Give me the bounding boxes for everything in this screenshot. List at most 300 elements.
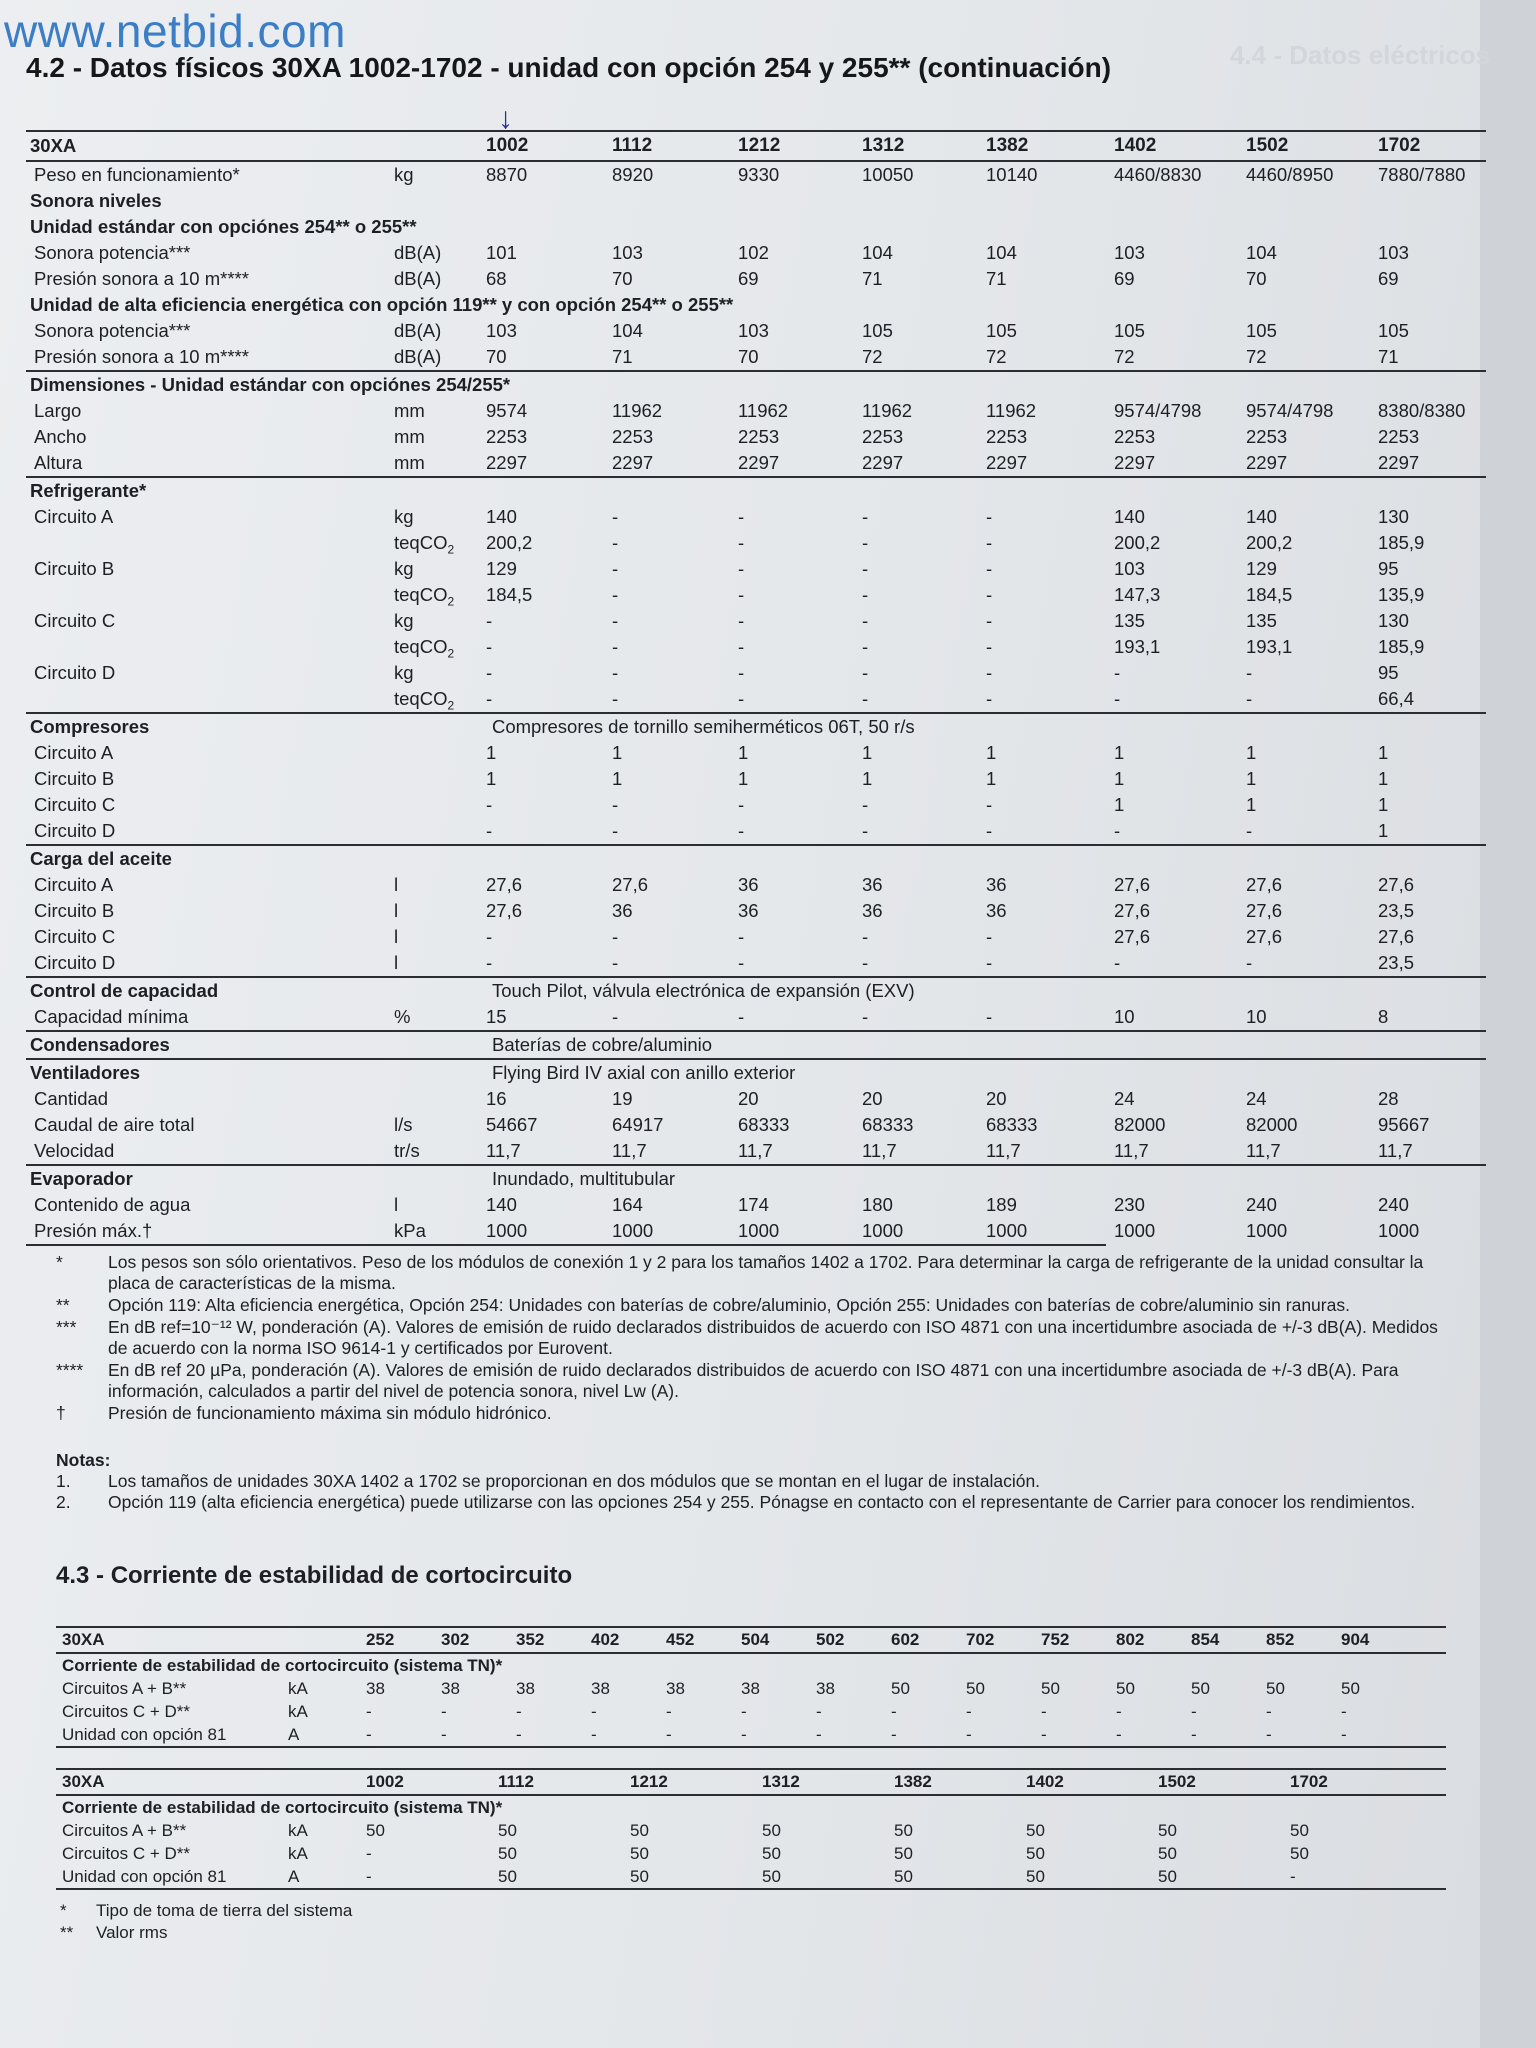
sc-row <box>56 1819 1446 1842</box>
table-cell: 11,7 <box>486 1140 521 1161</box>
table-cell: - <box>986 820 993 841</box>
sc-cell: 50 <box>498 1821 517 1840</box>
table-row <box>26 1218 1486 1244</box>
table-cell: 1000 <box>1246 1220 1288 1241</box>
sc-row-unit: kA <box>288 1844 308 1863</box>
table-cell: - <box>986 926 993 947</box>
unit-text: teqCO <box>394 584 448 605</box>
table-cell: 36 <box>738 874 759 895</box>
table-cell: 1 <box>1114 768 1125 789</box>
table-cell: 104 <box>1246 242 1277 263</box>
table-cell: 103 <box>486 320 517 341</box>
table-cell: 147,3 <box>1114 584 1161 605</box>
table-cell: - <box>986 688 993 709</box>
row-label: Circuito B <box>34 558 115 579</box>
table-cell: 8 <box>1378 1006 1389 1027</box>
table-cell: 11962 <box>612 400 663 421</box>
table-cell: 1 <box>1378 820 1389 841</box>
table-row <box>26 398 1486 424</box>
table-cell: 129 <box>486 558 517 579</box>
table-cell: 24 <box>1114 1088 1135 1109</box>
table-cell: 2297 <box>862 452 904 473</box>
table-cell: - <box>738 532 745 553</box>
sc-row-label: Circuitos C + D** <box>62 1702 191 1721</box>
sc-subtitle-row <box>56 1654 1446 1677</box>
table-row <box>26 344 1486 370</box>
table-cell: - <box>986 584 993 605</box>
table-cell: 1 <box>1246 794 1257 815</box>
table-cell: - <box>986 1006 993 1027</box>
table-row <box>26 162 1486 188</box>
table-cell: 9574/4798 <box>1246 400 1334 421</box>
sc-model-header: 752 <box>1041 1630 1070 1649</box>
sc-model-header: 1212 <box>630 1772 668 1791</box>
table-cell: 11,7 <box>738 1140 773 1161</box>
table-row <box>26 530 1486 556</box>
sc-cell: - <box>966 1702 972 1721</box>
table-cell: - <box>738 926 745 947</box>
row-label: Circuito A <box>34 874 114 895</box>
sc-cell: - <box>1191 1702 1197 1721</box>
table-row <box>26 424 1486 450</box>
table-row <box>26 792 1486 818</box>
model-header: 1212 <box>738 135 781 156</box>
sc-cell: 50 <box>1158 1844 1177 1863</box>
sc-row-label: Circuitos C + D** <box>62 1844 191 1863</box>
legend-mark: * <box>60 1901 67 1920</box>
sc-model-header: 1702 <box>1290 1772 1328 1791</box>
sc-row <box>56 1677 1446 1700</box>
row-label: Circuito A <box>34 742 114 763</box>
sc-cell: - <box>516 1725 522 1744</box>
table-cell: - <box>862 1006 869 1027</box>
footnote-text: En dB ref 20 µPa, ponderación (A). Valores de emisión de ruido declarados distribuidos de acuerdo con ISO 4871 con una incertidumbre asociada de +/-3 dB(A). Para información, calculados a partir del nivel de potencia sonora, nivel Lw (A). <box>108 1360 1399 1401</box>
table-bottom-rule <box>26 1244 1106 1246</box>
row-unit: dB(A) <box>394 320 442 341</box>
table-cell: 2253 <box>862 426 904 447</box>
footnote-text: En dB ref=10⁻¹² W, ponderación (A). Valores de emisión de ruido declarados distribuidos de acuerdo con ISO 4871 con una incertidumbre asociada de +/-3 dB(A). Medidos de acuerdo con la norma ISO 9614-1 y certificados por Eurovent. <box>108 1317 1438 1358</box>
table-cell: 64917 <box>612 1114 664 1135</box>
table-cell: - <box>1246 820 1253 841</box>
table-cell: 8870 <box>486 164 528 185</box>
table-cell: 193,1 <box>1114 636 1161 657</box>
sc-cell: - <box>441 1702 447 1721</box>
table-row <box>26 504 1486 530</box>
table-cell: 10140 <box>986 164 1038 185</box>
row-label: Presión sonora a 10 m**** <box>34 346 249 367</box>
row-label: Evaporador <box>30 1168 133 1189</box>
row-unit: kg <box>394 662 414 683</box>
sc-cell: - <box>1191 1725 1197 1744</box>
sc-model-header: 1112 <box>498 1772 534 1791</box>
sc-cell: 50 <box>762 1844 781 1863</box>
sc-cell: - <box>816 1725 822 1744</box>
table-cell: - <box>862 952 869 973</box>
table-cell: 10050 <box>862 164 914 185</box>
table-cell: 27,6 <box>1378 874 1415 895</box>
table-cell: 11,7 <box>986 1140 1021 1161</box>
table-cell: - <box>986 662 993 683</box>
table-cell: 69 <box>1378 268 1399 289</box>
unit-subscript: 2 <box>447 594 455 609</box>
row-unit: dB(A) <box>394 242 442 263</box>
table-cell: 27,6 <box>1114 926 1151 947</box>
table-cell: 7880/7880 <box>1378 164 1466 185</box>
table-cell: - <box>862 794 869 815</box>
table-cell: 71 <box>612 346 633 367</box>
table-cell: 103 <box>1378 242 1409 263</box>
row-unit: l <box>394 900 399 921</box>
row-unit: l/s <box>394 1114 413 1135</box>
sc-cell: 50 <box>1158 1867 1177 1886</box>
sc-cell: - <box>1266 1702 1272 1721</box>
note-text: Los tamaños de unidades 30XA 1402 a 1702 se proporcionan en dos módulos que se montan en el lugar de instalación. <box>108 1471 1041 1491</box>
down-arrow-icon: ↓ <box>498 102 513 135</box>
note-item <box>56 1471 1456 1492</box>
table-cell: 11,7 <box>612 1140 647 1161</box>
table-cell: 68333 <box>738 1114 790 1135</box>
table-cell: 174 <box>738 1194 769 1215</box>
table-cell: 200,2 <box>1114 532 1161 553</box>
table-cell: 104 <box>986 242 1017 263</box>
table-row <box>26 1086 1486 1112</box>
sc-cell: - <box>891 1725 897 1744</box>
table-cell: 72 <box>1246 346 1267 367</box>
table-cell: 1 <box>1378 742 1389 763</box>
table-cell: - <box>738 584 745 605</box>
table-cell: 11,7 <box>862 1140 897 1161</box>
sc-cell: 50 <box>630 1821 649 1840</box>
table-cell: 140 <box>486 1194 517 1215</box>
legend-item <box>56 1900 352 1922</box>
row-label: Contenido de agua <box>34 1194 191 1215</box>
sc-cell: - <box>966 1725 972 1744</box>
sc-subtitle: Corriente de estabilidad de cortocircuito (sistema TN)* <box>62 1798 503 1817</box>
table-cell: - <box>986 506 993 527</box>
table-cell: 70 <box>486 346 507 367</box>
table-cell: - <box>612 636 619 657</box>
sc-row-unit: kA <box>288 1821 308 1840</box>
table-row <box>26 266 1486 292</box>
notes <box>56 1450 1456 1513</box>
table-cell: 1 <box>738 742 749 763</box>
row-label: Sonora potencia*** <box>34 242 191 263</box>
note-text: Opción 119 (alta eficiencia energética) puede utilizarse con las opciones 254 y 255. Pónagse en contacto con el representante de Carrier para conocer los rendimientos. <box>108 1492 1416 1512</box>
table-cell: 23,5 <box>1378 900 1415 921</box>
sc-row-unit: A <box>288 1867 300 1886</box>
row-label: Refrigerante* <box>30 480 147 501</box>
table-cell: - <box>1114 688 1121 709</box>
footnote-item <box>56 1295 1456 1316</box>
row-label: Sonora niveles <box>30 190 162 211</box>
sc-row-unit: kA <box>288 1679 308 1698</box>
table-cell: 11962 <box>986 400 1037 421</box>
table-cell: 2297 <box>486 452 528 473</box>
table-cell: 1000 <box>738 1220 780 1241</box>
table-row <box>26 740 1486 766</box>
note-item <box>56 1492 1456 1513</box>
table-cell: 103 <box>1114 242 1145 263</box>
table-cell: 105 <box>862 320 893 341</box>
notes-title: Notas: <box>56 1450 111 1470</box>
row-label: Circuito B <box>34 768 115 789</box>
sc-row-unit: kA <box>288 1702 308 1721</box>
table-cell: 105 <box>986 320 1017 341</box>
ghost-title: 4.4 - Datos eléctricos <box>1230 40 1491 70</box>
short-circuit-table-1 <box>56 1626 1446 1748</box>
sc-model-header: 252 <box>366 1630 395 1649</box>
sc-model-header: 352 <box>516 1630 545 1649</box>
row-label: Cantidad <box>34 1088 109 1109</box>
table-cell: 70 <box>612 268 633 289</box>
table-row <box>26 188 1486 214</box>
table-cell: 193,1 <box>1246 636 1293 657</box>
table-cell: 184,5 <box>1246 584 1293 605</box>
table-cell: 1 <box>738 768 749 789</box>
table-cell: 2253 <box>986 426 1028 447</box>
row-label: Circuito C <box>34 794 116 815</box>
model-header: 1002 <box>486 135 529 156</box>
sc-model-header: 402 <box>591 1630 620 1649</box>
table-cell: 36 <box>612 900 633 921</box>
sc-row <box>56 1723 1446 1748</box>
unit-text: teqCO <box>394 532 448 553</box>
table-cell: 1 <box>986 742 997 763</box>
table-cell: - <box>612 584 619 605</box>
row-unit: l <box>394 1194 399 1215</box>
unit-subscript: 2 <box>447 646 455 661</box>
sc-cell: 38 <box>591 1679 610 1698</box>
table-cell: - <box>862 532 869 553</box>
sc-cell: - <box>666 1725 672 1744</box>
sc-cell: - <box>366 1867 372 1886</box>
table-cell: - <box>862 610 869 631</box>
table-cell: 20 <box>986 1088 1007 1109</box>
table-cell: 82000 <box>1246 1114 1298 1135</box>
table-cell: 1 <box>1246 742 1257 763</box>
table-cell: 10 <box>1246 1006 1267 1027</box>
table-cell: 103 <box>738 320 769 341</box>
table-cell: - <box>612 688 619 709</box>
sc-model-header: 702 <box>966 1630 995 1649</box>
table-cell: 2297 <box>1378 452 1420 473</box>
table-cell: 27,6 <box>1114 900 1151 921</box>
row-unit: dB(A) <box>394 346 442 367</box>
table-cell: - <box>612 926 619 947</box>
model-header: 1112 <box>612 135 653 156</box>
sc-model-header: 452 <box>666 1630 695 1649</box>
table-row <box>26 712 1486 740</box>
footnotes <box>56 1252 1456 1425</box>
table-row <box>26 1004 1486 1030</box>
unit-subscript: 2 <box>447 542 455 557</box>
sc-row-unit: A <box>288 1725 300 1744</box>
table-cell: 230 <box>1114 1194 1145 1215</box>
table-cell: 1 <box>612 742 623 763</box>
table-cell: 68333 <box>862 1114 914 1135</box>
legend <box>56 1900 352 1944</box>
table-cell: - <box>486 820 493 841</box>
row-label: Carga del aceite <box>30 848 172 869</box>
row-description: Inundado, multitubular <box>492 1168 676 1189</box>
table-cell: 24 <box>1246 1088 1267 1109</box>
sc-row-label: Unidad con opción 81 <box>62 1867 227 1886</box>
model-header: 1702 <box>1378 135 1421 156</box>
table-cell: - <box>612 610 619 631</box>
table-cell: 2253 <box>738 426 780 447</box>
table-cell: - <box>986 952 993 973</box>
table-cell: 2253 <box>1378 426 1420 447</box>
sc-row-label: Circuitos A + B** <box>62 1821 187 1840</box>
footnote-item <box>56 1252 1456 1294</box>
sc-cell: - <box>741 1702 747 1721</box>
sc-model-header: 1402 <box>1026 1772 1064 1791</box>
footnote-text: Los pesos son sólo orientativos. Peso de los módulos de conexión 1 y 2 para los tamaños 1402 a 1702. Para determinar la carga de refrigerante de la unidad consultar la placa de características de la misma. <box>108 1252 1424 1293</box>
table-cell: 1 <box>1378 768 1389 789</box>
row-unit: kPa <box>394 1220 426 1241</box>
table-cell: - <box>1114 820 1121 841</box>
footnote-mark: ** <box>56 1295 70 1315</box>
sc-cell: - <box>1116 1725 1122 1744</box>
footnote-mark: *** <box>56 1317 77 1337</box>
row-label: Ancho <box>34 426 87 447</box>
table-cell: 27,6 <box>1246 926 1283 947</box>
sc-cell: 38 <box>441 1679 460 1698</box>
sc-cell: 38 <box>816 1679 835 1698</box>
sc-model-header: 1002 <box>366 1772 404 1791</box>
row-unit: l <box>394 874 399 895</box>
footnote-text: Presión de funcionamiento máxima sin módulo hidrónico. <box>108 1403 552 1423</box>
row-label: Circuito B <box>34 900 115 921</box>
sc-model-header: 852 <box>1266 1630 1295 1649</box>
table-cell: - <box>862 820 869 841</box>
sc-cell: 50 <box>630 1867 649 1886</box>
sc-model-header: 302 <box>441 1630 470 1649</box>
unit-text: teqCO <box>394 688 448 709</box>
table-cell: 20 <box>862 1088 883 1109</box>
legend-text: Valor rms <box>96 1923 168 1942</box>
row-unit: tr/s <box>394 1140 420 1161</box>
note-number: 1. <box>56 1471 71 1491</box>
row-unit: % <box>394 1006 411 1027</box>
sc-cell: - <box>366 1844 372 1863</box>
sc-cell: 50 <box>762 1867 781 1886</box>
sc-cell: 50 <box>894 1844 913 1863</box>
sc-cell: 50 <box>1266 1679 1285 1698</box>
table-cell: 95 <box>1378 558 1399 579</box>
sc-cell: 50 <box>1026 1844 1045 1863</box>
table-cell: 130 <box>1378 506 1409 527</box>
table-row <box>26 556 1486 582</box>
table-cell: 11,7 <box>1114 1140 1149 1161</box>
table-cell: 105 <box>1114 320 1145 341</box>
table-cell: 1 <box>862 768 873 789</box>
sc-cell: - <box>741 1725 747 1744</box>
sc-cell: - <box>816 1702 822 1721</box>
table-cell: 11962 <box>862 400 913 421</box>
table-cell: 1 <box>486 742 497 763</box>
table-cell: 66,4 <box>1378 688 1415 709</box>
sc-header-row <box>56 1768 1446 1796</box>
sc-cell: - <box>366 1725 372 1744</box>
table-cell: 2253 <box>486 426 528 447</box>
table-cell: 101 <box>486 242 517 263</box>
table-cell: 19 <box>612 1088 633 1109</box>
sc-model-header: 602 <box>891 1630 920 1649</box>
model-header: 1402 <box>1114 135 1157 156</box>
row-label: Compresores <box>30 716 150 737</box>
table-cell: 27,6 <box>1378 926 1415 947</box>
model-header: 1312 <box>862 135 905 156</box>
table-cell: 104 <box>612 320 643 341</box>
table-cell: - <box>862 584 869 605</box>
table-cell: 2253 <box>1114 426 1156 447</box>
table-cell: - <box>738 952 745 973</box>
row-unit: kg <box>394 164 414 185</box>
sc-cell: - <box>366 1702 372 1721</box>
sc-cell: - <box>591 1725 597 1744</box>
table-cell: 95 <box>1378 662 1399 683</box>
sc-header-row <box>56 1626 1446 1654</box>
table-cell: 2297 <box>1114 452 1156 473</box>
sc-cell: - <box>1266 1725 1272 1744</box>
table-row <box>26 318 1486 344</box>
table-cell: 36 <box>862 900 883 921</box>
table-cell: 82000 <box>1114 1114 1166 1135</box>
footnote-text: Opción 119: Alta eficiencia energética, Opción 254: Unidades con baterías de cobre/aluminio, Opción 255: Unidades con baterías de cobre/aluminio sin ranuras. <box>108 1295 1350 1315</box>
table-row <box>26 292 1486 318</box>
sc-row-label: Unidad con opción 81 <box>62 1725 227 1744</box>
table-cell: 240 <box>1246 1194 1277 1215</box>
table-row <box>26 214 1486 240</box>
sc-cell: 50 <box>498 1844 517 1863</box>
sc-row-label: Circuitos A + B** <box>62 1679 187 1698</box>
table-cell: 200,2 <box>1246 532 1293 553</box>
table-cell: 28 <box>1378 1088 1399 1109</box>
table-cell: - <box>612 532 619 553</box>
table-row <box>26 1112 1486 1138</box>
table-cell: 1000 <box>986 1220 1028 1241</box>
table-cell: 16 <box>486 1088 507 1109</box>
table-cell: 70 <box>738 346 759 367</box>
table-row <box>26 608 1486 634</box>
sc-cell: 38 <box>516 1679 535 1698</box>
table-cell: 10 <box>1114 1006 1135 1027</box>
row-label: Circuito D <box>34 820 116 841</box>
table-row <box>26 1164 1486 1192</box>
sc-cell: 50 <box>894 1867 913 1886</box>
legend-text: Tipo de toma de tierra del sistema <box>96 1901 353 1920</box>
sc-cell: 50 <box>1026 1821 1045 1840</box>
unit-text: teqCO <box>394 636 448 657</box>
row-unit: mm <box>394 400 425 421</box>
table-cell: 1 <box>486 768 497 789</box>
table-cell: 68333 <box>986 1114 1038 1135</box>
sc-cell: 38 <box>366 1679 385 1698</box>
table-cell: - <box>862 636 869 657</box>
section-title: 4.3 - Corriente de estabilidad de cortocircuito <box>56 1562 573 1589</box>
table-cell: 105 <box>1378 320 1409 341</box>
sc-cell: - <box>891 1702 897 1721</box>
sc-cell: - <box>666 1702 672 1721</box>
table-cell: 36 <box>986 900 1007 921</box>
sc-cell: 50 <box>630 1844 649 1863</box>
table-cell: 185,9 <box>1378 532 1425 553</box>
table-cell: - <box>986 636 993 657</box>
row-label: Peso en funcionamiento* <box>34 164 240 185</box>
table-cell: 1000 <box>1378 1220 1420 1241</box>
table-header-row <box>26 130 1486 162</box>
